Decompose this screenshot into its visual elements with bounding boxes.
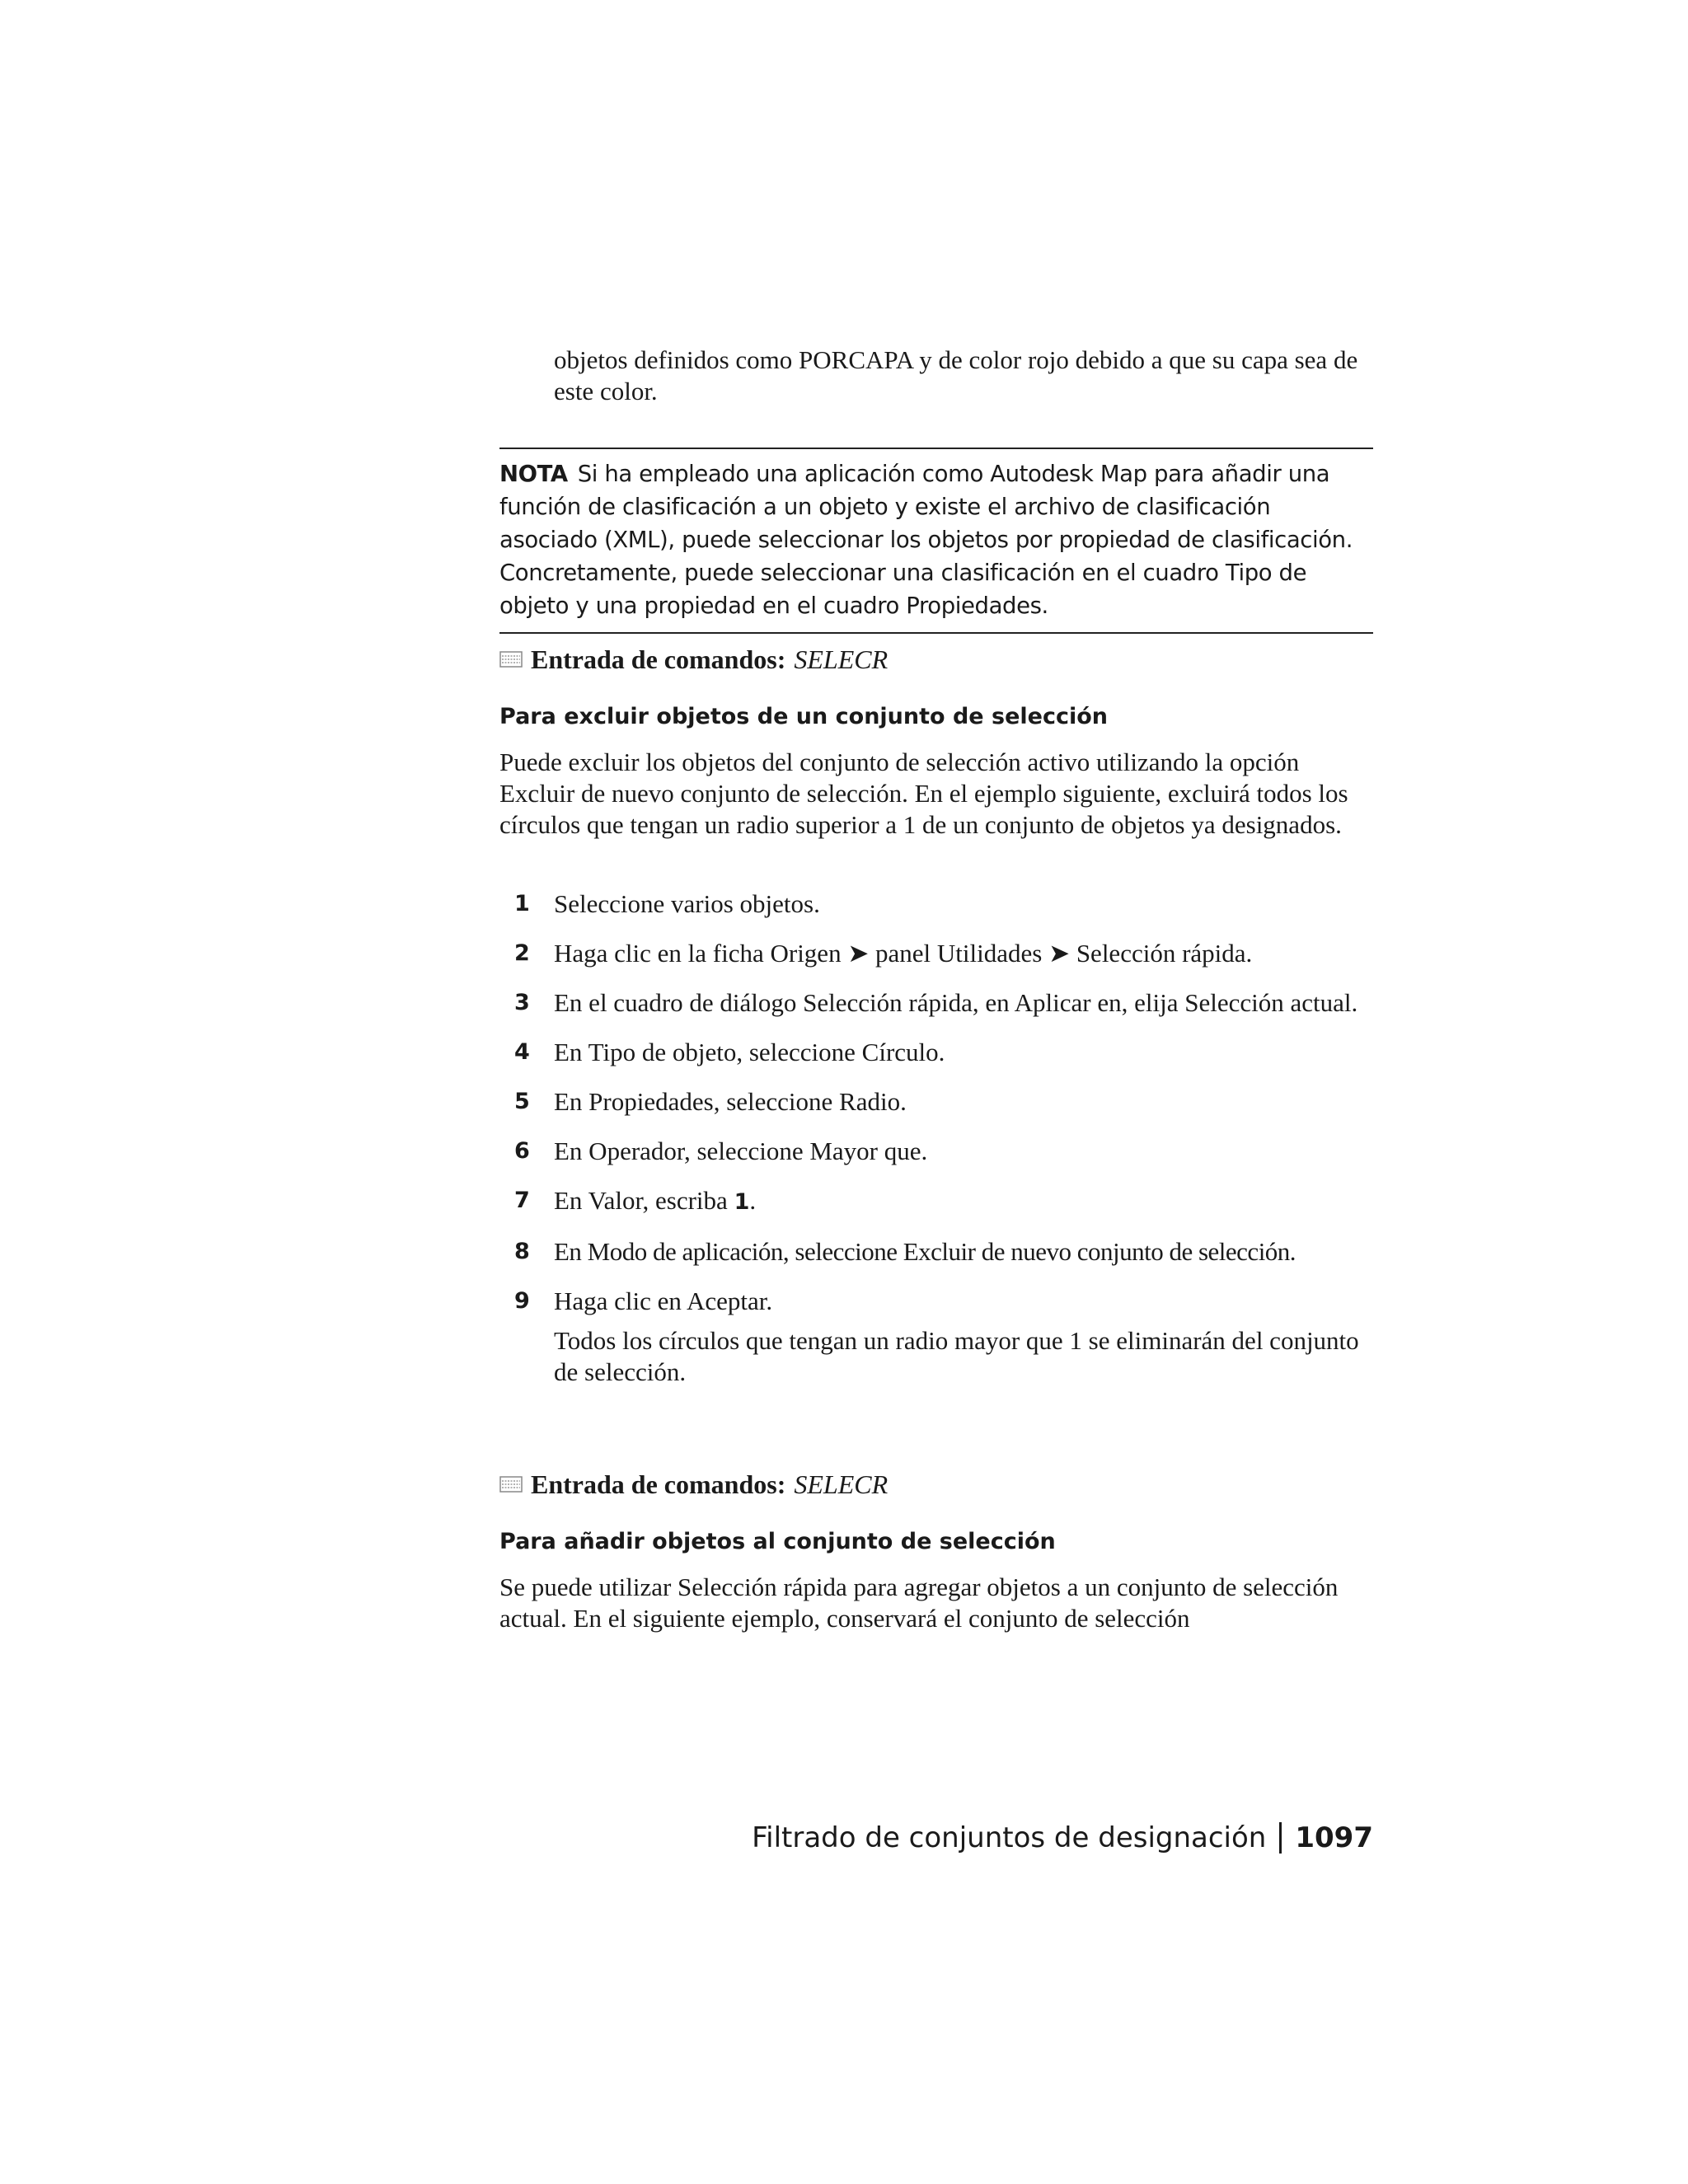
command-entry [499,644,888,675]
step-bold-value: 1 [734,1189,750,1215]
step-number: 1 [514,891,530,916]
section-intro-exclude: Puede excluir los objetos del conjunto de selección activo utilizando la opción Excluir de nuevo conjunto de selección. En el ejemplo siguiente, excluirá todos los círculos que tengan un radio superior a 1 de un conjunto de objetos ya designados. [499,748,1348,839]
note-label: NOTA [499,461,568,487]
step-text: En Tipo de objeto, seleccione Círculo. [554,1038,945,1066]
footer-section-title: Filtrado de conjuntos de designación [752,1821,1267,1854]
step-text: En Propiedades, seleccione Radio. [554,1087,907,1116]
step-item [499,1236,1373,1268]
step-list [499,888,1373,1406]
page-footer [752,1821,1373,1854]
step-item [499,938,1373,969]
step-number: 3 [514,990,530,1015]
step-text: En Operador, seleccione Mayor que. [554,1137,928,1165]
step-text: En el cuadro de diálogo Selección rápida, en Aplicar en, elija Selección actual. [554,988,1358,1017]
section-intro-add: Se puede utilizar Selección rápida para agregar objetos a un conjunto de selección actual. En el siguiente ejemplo, conservará el conjunto de selección [499,1572,1339,1633]
step-number: 7 [514,1188,530,1213]
step-text: En Modo de aplicación, seleccione Excluir de nuevo conjunto de selección. [554,1237,1296,1266]
continuation-paragraph: objetos definidos como PORCAPA y de color rojo debido a que su capa sea de este color. [554,345,1358,405]
step-text: Haga clic en la ficha Origen ➤ panel Utilidades ➤ Selección rápida. [554,939,1253,968]
note-text: Si ha empleado una aplicación como Autodesk Map para añadir una función de clasificación a un objeto y existe el archivo de clasificación asociado (XML), puede seleccionar los objetos por propiedad de clasificación. Concretamente, puede seleccionar una clasificación en el cuadro Tipo de objeto y una propiedad en el cuadro Propiedades. [499,461,1353,619]
note-box [499,448,1373,634]
note-paragraph [499,457,1373,622]
keyboard-icon [499,651,523,668]
step-item [499,888,1373,920]
keyboard-icon [499,1476,523,1493]
step-number: 4 [514,1039,530,1065]
step-number: 8 [514,1239,530,1264]
command-entry-value: SELECR [794,644,889,674]
step-text: Haga clic en Aceptar. [554,1286,773,1315]
command-entry-label: Entrada de comandos: [531,644,786,674]
step-number: 5 [514,1089,530,1114]
command-entry-value: SELECR [794,1469,889,1499]
step-number: 6 [514,1138,530,1164]
step-item [499,1136,1373,1167]
step-number: 9 [514,1288,530,1314]
step-item [499,1086,1373,1118]
step-item [499,1286,1373,1388]
page-number: 1097 [1295,1821,1373,1854]
step-number: 2 [514,940,530,966]
command-entry [499,1469,888,1500]
step-item [499,1037,1373,1068]
footer-divider [1279,1822,1282,1854]
step-text: En Valor, escriba [554,1186,728,1215]
command-entry-label: Entrada de comandos: [531,1469,786,1499]
step-item [499,987,1373,1019]
step-item [499,1185,1373,1218]
section-heading-exclude: Para excluir objetos de un conjunto de selección [499,704,1109,729]
step-suffix: . [749,1186,757,1215]
step-result: Todos los círculos que tengan un radio mayor que 1 se eliminarán del conjunto de selección. [554,1326,1359,1386]
section-heading-add: Para añadir objetos al conjunto de selección [499,1529,1056,1554]
step-text: Seleccione varios objetos. [554,889,820,918]
